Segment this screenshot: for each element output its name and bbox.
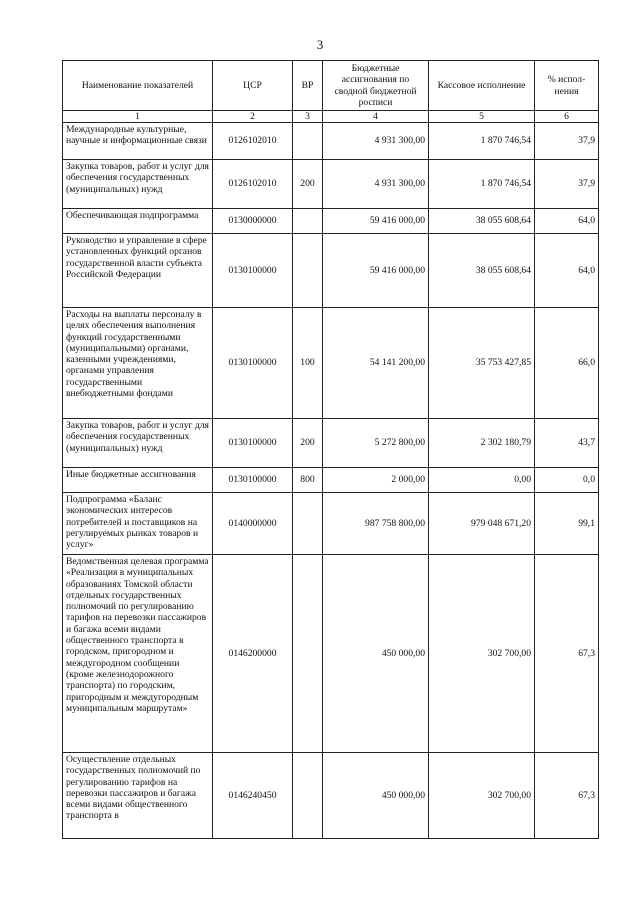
row-budget: 987 758 800,00 <box>323 493 429 555</box>
row-name: Руководство и управление в сфере установленных функций органов государственной власти субъекта Российской Федерации <box>63 234 213 308</box>
row-budget: 4 931 300,00 <box>323 123 429 160</box>
row-vr: 200 <box>293 160 323 209</box>
page-number: 3 <box>316 37 324 52</box>
row-vr <box>293 123 323 160</box>
row-percent: 0,0 <box>535 468 599 493</box>
header-percent: % испол-нения <box>535 61 599 111</box>
row-name: Международные культурные, научные и информационные связи <box>63 123 213 160</box>
header-name: Наименование показателей <box>63 61 213 111</box>
row-vr <box>293 753 323 839</box>
row-csr: 0140000000 <box>213 493 293 555</box>
row-name: Подпрограмма «Баланс экономических интересов потребителей и поставщиков на регулируемых рынках товаров и услуг» <box>63 493 213 555</box>
table-row <box>63 160 599 209</box>
row-name: Расходы на выплаты персоналу в целях обеспечения выполнения функций государственными (муниципальными) органами, казенными учреждениями, органами управления государственными внебюджетными фондами <box>63 308 213 419</box>
row-budget: 59 416 000,00 <box>323 234 429 308</box>
row-name: Закупка товаров, работ и услуг для обеспечения государственных (муниципальных) нужд <box>63 160 213 209</box>
table-row <box>63 308 599 419</box>
column-number: 1 <box>63 111 213 123</box>
header-row <box>63 61 599 111</box>
budget-table <box>62 60 599 839</box>
row-vr <box>293 555 323 753</box>
row-percent: 37,9 <box>535 123 599 160</box>
row-budget: 54 141 200,00 <box>323 308 429 419</box>
row-percent: 67,3 <box>535 753 599 839</box>
row-percent: 99,1 <box>535 493 599 555</box>
table-row <box>63 493 599 555</box>
row-name: Закупка товаров, работ и услуг для обеспечения государственных (муниципальных) нужд <box>63 419 213 468</box>
header-cash: Кассовое исполнение <box>429 61 535 111</box>
row-percent: 67,3 <box>535 555 599 753</box>
row-csr: 0126102010 <box>213 160 293 209</box>
row-budget: 2 000,00 <box>323 468 429 493</box>
row-vr: 800 <box>293 468 323 493</box>
row-percent: 66,0 <box>535 308 599 419</box>
row-cash: 2 302 180,79 <box>429 419 535 468</box>
row-csr: 0126102010 <box>213 123 293 160</box>
row-vr <box>293 209 323 234</box>
row-vr: 100 <box>293 308 323 419</box>
row-csr: 0130000000 <box>213 209 293 234</box>
header-csr: ЦСР <box>213 61 293 111</box>
row-cash: 302 700,00 <box>429 555 535 753</box>
row-cash: 0,00 <box>429 468 535 493</box>
row-csr: 0130100000 <box>213 468 293 493</box>
header-budget: Бюджетные ассигнования по сводной бюджетной росписи <box>323 61 429 111</box>
row-cash: 979 048 671,20 <box>429 493 535 555</box>
row-csr: 0146200000 <box>213 555 293 753</box>
row-csr: 0130100000 <box>213 234 293 308</box>
row-percent: 37,9 <box>535 160 599 209</box>
table-row <box>63 123 599 160</box>
row-vr: 200 <box>293 419 323 468</box>
row-name: Ведомственная целевая программа «Реализация в муниципальных образованиях Томской области отдельных государственных полномочий по регулированию тарифов на перевозки пассажиров и багажа всеми видами общественного транспорта в городском, пригородном и междугородном сообщении (кроме железнодорожного транспорта) по городским, пригородным и междугородным муниципальным маршрутам» <box>63 555 213 753</box>
row-percent: 64,0 <box>535 234 599 308</box>
table-row <box>63 753 599 839</box>
table-row <box>63 555 599 753</box>
row-budget: 450 000,00 <box>323 555 429 753</box>
row-budget: 59 416 000,00 <box>323 209 429 234</box>
row-budget: 450 000,00 <box>323 753 429 839</box>
row-name: Обеспечивающая подпрограмма <box>63 209 213 234</box>
column-number: 4 <box>323 111 429 123</box>
row-cash: 38 055 608,64 <box>429 209 535 234</box>
row-csr: 0130100000 <box>213 308 293 419</box>
row-cash: 302 700,00 <box>429 753 535 839</box>
column-number: 2 <box>213 111 293 123</box>
table-row <box>63 209 599 234</box>
row-cash: 35 753 427,85 <box>429 308 535 419</box>
table-row <box>63 234 599 308</box>
column-number-row <box>63 111 599 123</box>
row-cash: 38 055 608,64 <box>429 234 535 308</box>
row-name: Иные бюджетные ассигнования <box>63 468 213 493</box>
row-budget: 4 931 300,00 <box>323 160 429 209</box>
row-vr <box>293 234 323 308</box>
table-row <box>63 468 599 493</box>
row-percent: 43,7 <box>535 419 599 468</box>
column-number: 6 <box>535 111 599 123</box>
row-cash: 1 870 746,54 <box>429 160 535 209</box>
column-number: 5 <box>429 111 535 123</box>
row-budget: 5 272 800,00 <box>323 419 429 468</box>
column-number: 3 <box>293 111 323 123</box>
row-csr: 0146240450 <box>213 753 293 839</box>
row-cash: 1 870 746,54 <box>429 123 535 160</box>
row-vr <box>293 493 323 555</box>
table-row <box>63 419 599 468</box>
row-name: Осуществление отдельных государственных полномочий по регулированию тарифов на перевозки пассажиров и багажа всеми видами общественного транспорта в <box>63 753 213 839</box>
row-csr: 0130100000 <box>213 419 293 468</box>
header-vr: ВР <box>293 61 323 111</box>
row-percent: 64,0 <box>535 209 599 234</box>
